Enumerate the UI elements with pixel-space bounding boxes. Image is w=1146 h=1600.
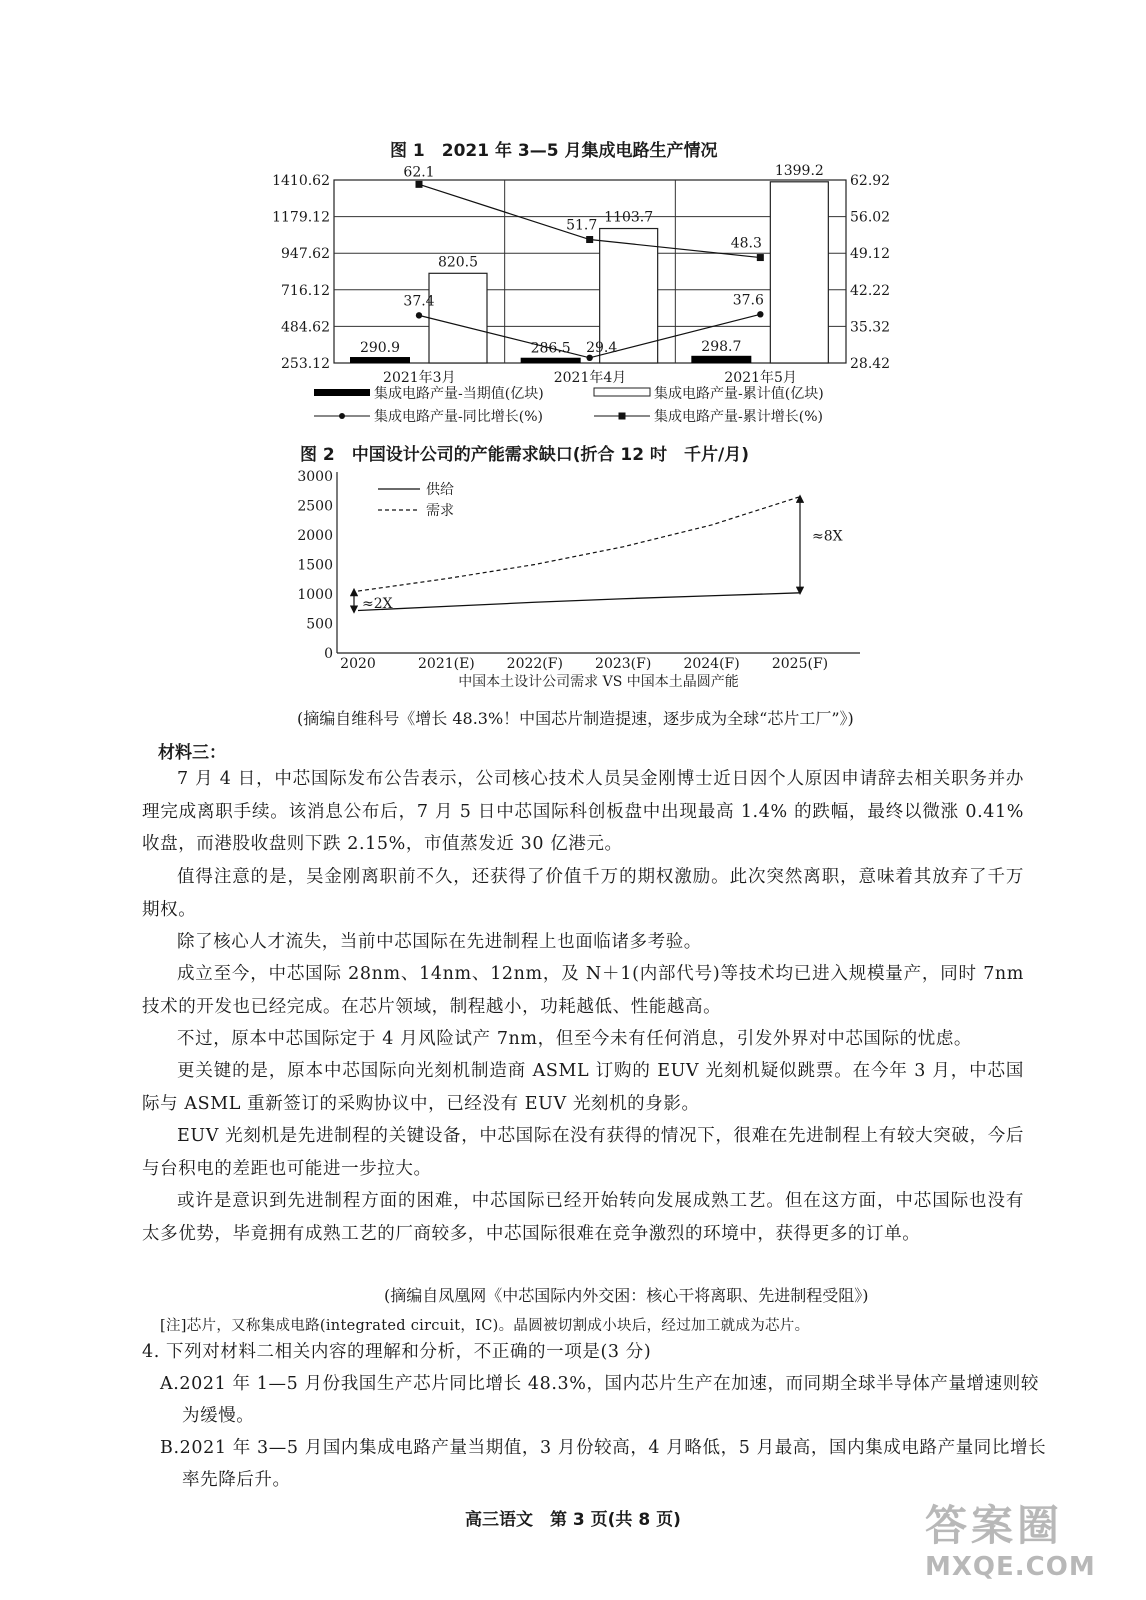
figure-1-right-tick-label: 49.12 [850,246,891,263]
figure-1-legend-swatch [314,389,370,396]
figure-1-point-yoy [416,312,422,318]
figure-2-title: 图 2 中国设计公司的产能需求缺口(折合 12 吋 千片/月) [300,445,749,465]
figure-1-point-cumulative-growth [586,236,593,243]
figure-2-x-tick-label: 2025(F) [771,656,829,672]
figure-1-x-tick-label: 2021年4月 [553,370,627,386]
figure-1-bar-cumulative-label: 1399.2 [774,162,824,179]
option-a-label: A. [160,1374,180,1394]
figure-1-point-cumulative-growth [416,181,423,188]
figure-1-bar-current [691,356,751,363]
paragraph-4: 成立至今，中芯国际 28nm、14nm、12nm，及 N＋1(内部代号)等技术均已进入规模量产，同时 7nm 技术的开发也已经完成。在芯片领域，制程越小，功耗越低、性能越高。 [142,964,1024,1017]
figure-1-legend [314,385,824,425]
figure-1-left-tick-label: 484.62 [281,319,330,336]
figure-1-right-tick-label: 42.22 [850,282,891,299]
figure-1-legend-marker [619,413,626,420]
paragraph-3: 除了核心人才流失，当前中芯国际在先进制程上也面临诸多考验。 [177,932,702,952]
figure-1-x-tick-label: 2021年3月 [383,370,456,386]
source-citation-1: (摘编自维科号《增长 48.3%！中国芯片制造提速，逐步成为全球“芯片工厂”》) [297,709,854,728]
figure-1-bars [350,163,828,363]
figure-1-left-axis [272,173,330,372]
figure-2-annotation-8x: ≈8X [812,528,843,545]
watermark-logo [925,1500,1130,1590]
figure-2-x-tick-label: 2022(F) [506,656,563,672]
figure-2-chart [280,462,880,702]
figure-1-legend-label: 集成电路产量-累计值(亿块) [654,386,824,402]
paragraph-2: 值得注意的是，吴金刚离职前不久，还获得了价值千万的期权激励。此次突然离职，意味着其放弃了千万期权。 [142,867,1024,920]
figure-1-bar-current [521,358,581,363]
figure-2-legend-label-supply: 供给 [426,482,454,498]
figure-1-bar-cumulative [770,182,828,363]
figure-1-left-tick-label: 253.12 [281,356,330,372]
figure-2-lines [358,497,800,611]
figure-1-plot-border [334,180,846,363]
paragraph-5: 不过，原本中芯国际定于 4 月风险试产 7nm，但至今未有任何消息，引发外界对中芯国际的忧虑。 [177,1029,973,1049]
figure-2-annotation-2x: ≈2X [362,595,393,612]
figure-1-title: 图 1 2021 年 3—5 月集成电路生产情况 [390,141,718,161]
figure-2-x-tick-label: 2024(F) [683,656,740,672]
figure-2-x-tick-label: 2023(F) [595,656,652,672]
figure-2-line-supply [358,593,800,611]
figure-1-left-tick-label: 947.62 [281,246,330,263]
figure-1-grid [334,180,846,363]
figure-1-legend-label: 集成电路产量-累计增长(%) [654,409,823,425]
figure-1-point-cumulative-growth-label: 51.7 [566,217,598,234]
option-b-label: B. [160,1438,180,1458]
figure-2-y-tick-label: 2500 [297,498,333,515]
figure-2-y-tick-label: 1000 [297,587,333,603]
figure-1-point-cumulative-growth-label: 62.1 [403,164,435,181]
figure-1-bar-current-label: 286.5 [530,340,571,357]
figure-2-y-tick-label: 500 [306,616,333,633]
option-b [160,1432,1052,1496]
figure-2-y-tick-label: 0 [324,646,333,662]
figure-1-chart [260,160,900,432]
figure-1-point-yoy-label: 37.6 [732,292,764,309]
figure-1-left-tick-label: 1410.62 [272,173,330,189]
figure-1-point-cumulative-growth [757,254,764,261]
figure-1-point-yoy-label: 37.4 [403,293,435,310]
figure-2-axes [297,469,860,690]
figure-1-legend-label: 集成电路产量-同比增长(%) [374,409,543,425]
figure-1-legend-swatch [594,388,650,396]
section-heading: 材料三： [158,743,226,763]
option-a-text: 2021 年 1—5 月份我国生产芯片同比增长 48.3%，国内芯片生产在加速，而同期全球半导体产量增速则较为缓慢。 [179,1374,1039,1426]
figure-2-x-tick-label: 2021(E) [418,656,475,672]
figure-2-x-axis-label: 中国本土设计公司需求 VS 中国本土晶圆产能 [458,674,739,690]
figure-2-y-tick-label: 3000 [297,469,333,485]
figure-1-bar-cumulative-label: 1103.7 [604,209,654,226]
figure-1-right-axis [850,173,890,372]
paragraph-1: 7 月 4 日，中芯国际发布公告表示，公司核心技术人员吴金刚博士近日因个人原因申请辞去相关职务并办理完成离职手续。该消息公布后，7 月 5 日中芯国际科创板盘中出现最高 1.4% 的跌幅，最终以微涨 0.41% 收盘，而港股收盘则下跌 2.15%，市值蒸发近 30 亿港元。 [142,769,1024,854]
option-a [160,1368,1052,1432]
figure-1-point-cumulative-growth-label: 48.3 [730,235,762,252]
paragraph-8: 或许是意识到先进制程方面的困难，中芯国际已经开始转向发展成熟工艺。但在这方面，中芯国际也没有太多优势，毕竟拥有成熟工艺的厂商较多，中芯国际很难在竞争激烈的环境中，获得更多的订单。 [142,1191,1024,1244]
figure-2-x-tick-label: 2020 [340,656,376,672]
watermark-logo-top: 答案圈 [925,1501,1064,1550]
figure-1-bar-cumulative-label: 820.5 [437,254,479,271]
figure-1-x-tick-label: 2021年5月 [724,370,797,386]
figure-1-right-tick-label: 28.42 [850,356,891,372]
figure-1-bar-current-label: 298.7 [701,338,742,355]
paragraph-6: 更关键的是，原本中芯国际向光刻机制造商 ASML 订购的 EUV 光刻机疑似跳票。在今年 3 月，中芯国际与 ASML 重新签订的采购协议中，已经没有 EUV 光刻机的身影。 [142,1061,1024,1114]
figure-2-legend [378,482,454,519]
figure-1-right-tick-label: 56.02 [850,209,891,226]
watermark-logo-bottom: MXQE.COM [925,1552,1096,1582]
figure-1-left-tick-label: 716.12 [281,282,330,299]
figure-1-right-tick-label: 35.32 [850,319,891,336]
figure-2-line-demand [358,497,800,591]
paragraph-7: EUV 光刻机是先进制程的关键设备，中芯国际在没有获得的情况下，很难在先进制程上有较大突破，今后与台积电的差距也可能进一步拉大。 [142,1126,1024,1179]
page-footer: 高三语文 第 3 页(共 8 页) [465,1510,681,1530]
source-citation-2: (摘编自凤凰网《中芯国际内外交困：核心干将离职、先进制程受阻》) [384,1286,869,1305]
figure-1-legend-label: 集成电路产量-当期值(亿块) [374,386,544,402]
option-b-text: 2021 年 3—5 月国内集成电路产量当期值，3 月份较高，4 月略低，5 月最高，国内集成电路产量同比增长率先降后升。 [179,1438,1047,1490]
figure-1-bar-cumulative [429,273,487,363]
figure-1-bar-current-label: 290.9 [359,340,401,357]
question-stem: 4. 下列对材料二相关内容的理解和分析，不正确的一项是(3 分) [142,1342,652,1362]
figure-1-right-tick-label: 62.92 [850,173,891,189]
figure-2-y-tick-label: 1500 [297,557,333,574]
figure-1-point-yoy-label: 29.4 [586,339,618,356]
figure-1-bar-current [350,357,410,363]
figure-1-x-axis [383,369,797,386]
figure-1-legend-marker [339,413,345,419]
footnote: [注]芯片，又称集成电路(integrated circuit，IC)。晶圆被切割成小块后，经过加工就成为芯片。 [160,1318,810,1334]
figure-2-legend-label-demand: 需求 [426,503,454,519]
figure-2-y-tick-label: 2000 [297,528,333,544]
figure-1-left-tick-label: 1179.12 [272,209,330,226]
figure-1-point-yoy [757,311,763,317]
